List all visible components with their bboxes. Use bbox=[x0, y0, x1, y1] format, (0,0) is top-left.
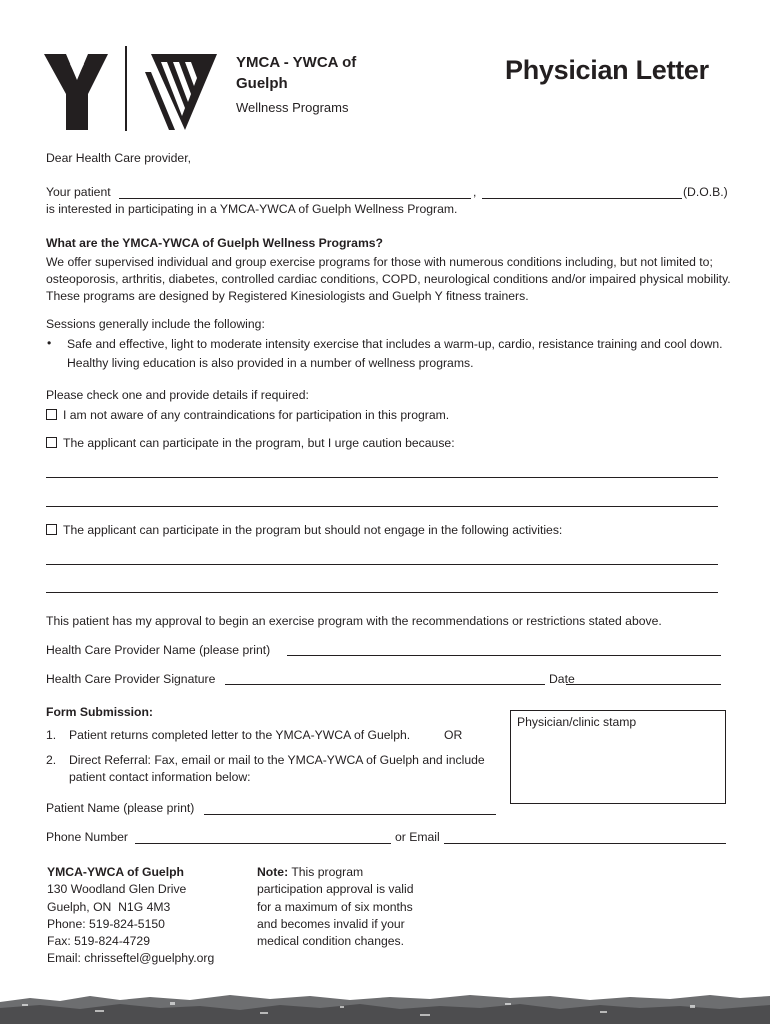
patient-print-line[interactable] bbox=[204, 814, 496, 815]
check-instruction: Please check one and provide details if required: bbox=[46, 388, 309, 402]
footer-fax: Fax: 519-824-4729 bbox=[47, 934, 150, 949]
option-no-contraindications bbox=[46, 408, 449, 422]
footer-address bbox=[47, 864, 247, 968]
provider-signature-label: Health Care Provider Signature bbox=[46, 672, 216, 686]
caution-line-2[interactable] bbox=[46, 506, 718, 507]
footer-address1: 130 Woodland Glen Drive bbox=[47, 882, 187, 897]
item2-number: 2. bbox=[46, 753, 57, 767]
email-line[interactable] bbox=[444, 843, 726, 844]
note-label: Note: bbox=[257, 865, 289, 879]
footer-org: YMCA-YWCA of Guelph bbox=[47, 865, 184, 879]
item1-number: 1. bbox=[46, 728, 57, 742]
footer-phone: Phone: 519-824-5150 bbox=[47, 916, 165, 931]
option-caution bbox=[46, 436, 455, 450]
ymca-y-logo bbox=[44, 52, 110, 132]
stamp-label: Physician/clinic stamp bbox=[517, 715, 637, 729]
phone-line[interactable] bbox=[135, 843, 391, 844]
patient-name-line[interactable] bbox=[119, 198, 471, 199]
option1-label: I am not aware of any contraindications for participation in this program. bbox=[63, 408, 450, 422]
comma: , bbox=[473, 185, 477, 199]
date-line[interactable] bbox=[566, 684, 721, 685]
interest-text: is interested in participating in a YMCA-YWCA of Guelph Wellness Program. bbox=[46, 202, 458, 216]
restrict-line-2[interactable] bbox=[46, 592, 718, 593]
page-title: Physician Letter bbox=[505, 55, 709, 85]
decorative-grunge-border bbox=[0, 990, 770, 1024]
physician-stamp-box[interactable] bbox=[510, 710, 726, 804]
footer-address2: Guelph, ON N1G 4M3 bbox=[47, 899, 171, 914]
patient-name-label: Patient Name (please print) bbox=[46, 801, 195, 815]
item1-or: OR bbox=[444, 728, 463, 742]
date-label: Date bbox=[549, 672, 575, 686]
phone-label: Phone Number bbox=[46, 830, 128, 844]
option3-label: The applicant can participate in the program but should not engage in the following activities: bbox=[63, 523, 563, 537]
bullet: • bbox=[47, 336, 52, 350]
item2-text: Direct Referral: Fax, email or mail to the YMCA-YWCA of Guelph and include patient contact information below: bbox=[69, 753, 485, 784]
checkbox-caution[interactable] bbox=[46, 437, 57, 448]
patient-label: Your patient bbox=[46, 185, 111, 199]
ywca-logo bbox=[145, 52, 221, 132]
sessions-intro: Sessions generally include the following: bbox=[46, 317, 265, 331]
programs-description: We offer supervised individual and group exercise programs for those with numerous conditions including, but not limited to; osteoporosis, arthritis, diabetes, controlled cardiac conditions, COPD, neurological conditions and/or impaired physical mobility. These programs are designed by Registered Kinesiologists and Guelph Y fitness trainers. bbox=[46, 255, 731, 303]
bullet-text: Safe and effective, light to moderate intensity exercise that includes a warm-up, cardio, resistance training and cool down. Healthy living education is also provided in a number of wellness programs. bbox=[67, 337, 723, 370]
caution-line-1[interactable] bbox=[46, 477, 718, 478]
dob-line[interactable] bbox=[482, 198, 682, 199]
org-subtitle: Wellness Programs bbox=[236, 100, 349, 115]
org-name: YMCA - YWCA of Guelph bbox=[236, 54, 357, 92]
approval-statement: This patient has my approval to begin an exercise program with the recommendations or restrictions stated above. bbox=[46, 614, 662, 628]
provider-name-label: Health Care Provider Name (please print) bbox=[46, 643, 271, 657]
programs-heading: What are the YMCA-YWCA of Guelph Wellness Programs? bbox=[46, 236, 384, 250]
greeting: Dear Health Care provider, bbox=[46, 151, 191, 165]
checkbox-restrict[interactable] bbox=[46, 524, 57, 535]
submission-heading: Form Submission: bbox=[46, 705, 153, 719]
email-label: or Email bbox=[395, 830, 440, 844]
dob-label: (D.O.B.) bbox=[683, 185, 728, 199]
note-text: This program participation approval is valid for a maximum of six months and becomes invalid if your medical condition changes. bbox=[257, 865, 414, 949]
option2-label: The applicant can participate in the program, but I urge caution because: bbox=[63, 436, 455, 450]
restrict-line-1[interactable] bbox=[46, 564, 718, 565]
checkbox-no-contraindications[interactable] bbox=[46, 409, 57, 420]
provider-signature-line[interactable] bbox=[225, 684, 545, 685]
option-restrict bbox=[46, 523, 562, 537]
provider-name-line[interactable] bbox=[287, 655, 721, 656]
footer-email[interactable]: Email: chrisseftel@guelphy.org bbox=[47, 951, 215, 966]
footer-note bbox=[257, 864, 429, 950]
logo-divider bbox=[125, 46, 127, 131]
item1-text: Patient returns completed letter to the YMCA-YWCA of Guelph. bbox=[69, 728, 411, 742]
